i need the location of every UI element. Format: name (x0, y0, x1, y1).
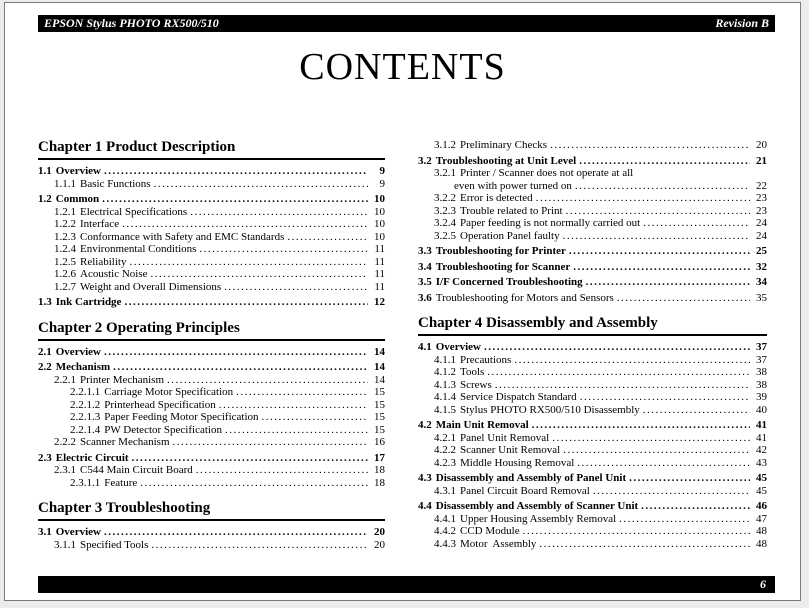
dot-leader (550, 139, 750, 152)
toc-page-number: 45 (756, 472, 767, 484)
toc-entry[interactable] (418, 444, 767, 457)
toc-entry[interactable] (418, 457, 767, 470)
toc-entry-number: 2.3.1.1 (70, 476, 101, 489)
toc-entry-title: Paper Feeding Motor Specification (104, 411, 259, 423)
toc-entry[interactable] (418, 513, 767, 526)
toc-entry-number: 1.2.4 (54, 243, 76, 255)
toc-entry-title: Motor Assembly (460, 537, 537, 550)
header-product-title: EPSON Stylus PHOTO RX500/510 (44, 16, 219, 30)
toc-entry-title: Mechanism (55, 361, 111, 373)
toc-entry-title: Overview (55, 165, 101, 177)
dot-leader (154, 178, 368, 191)
chapter-heading: Chapter 1 Product Description (38, 139, 385, 160)
dot-leader (151, 268, 368, 281)
toc-entry-number: 4.1.5 (434, 403, 456, 416)
dot-leader (173, 436, 369, 449)
toc-entry-title: Precautions (460, 353, 512, 366)
footer-bar (38, 576, 775, 593)
toc-entry-title: Overview (55, 526, 101, 538)
toc-entry[interactable] (418, 404, 767, 417)
dot-leader (539, 538, 750, 551)
toc-page-number: 25 (756, 245, 767, 257)
toc-entry-title: Operation Panel faulty (460, 229, 560, 242)
toc-entry-title: Tools (460, 366, 485, 378)
toc-entry[interactable] (418, 341, 767, 354)
toc-entry[interactable] (38, 243, 385, 256)
header-revision: Revision B (715, 16, 769, 30)
toc-entry-number: 1.1 (38, 165, 52, 177)
toc-entry[interactable] (38, 411, 385, 424)
dot-leader (643, 404, 750, 417)
dot-leader (140, 477, 368, 490)
dot-leader (104, 526, 368, 539)
toc-page-number: 10 (374, 205, 385, 218)
toc-page-number: 48 (756, 525, 767, 537)
dot-leader (532, 419, 750, 432)
toc-entry[interactable] (418, 205, 767, 218)
toc-page-number: 20 (374, 526, 385, 538)
toc-entry[interactable] (418, 245, 767, 258)
dot-leader (579, 155, 750, 168)
toc-page-number: 12 (374, 296, 385, 308)
toc-entry[interactable] (418, 230, 767, 243)
toc-entry[interactable] (418, 500, 767, 513)
toc-entry-number: 3.1.1 (54, 538, 76, 551)
dot-leader (225, 424, 368, 437)
toc-page-number: 17 (374, 451, 385, 464)
toc-entry[interactable] (418, 155, 767, 168)
dot-leader (643, 217, 750, 230)
toc-entry-number: 1.3 (38, 296, 52, 308)
toc-entry-number: 2.2.1.2 (70, 398, 101, 411)
toc-page-number: 37 (756, 341, 767, 353)
toc-page-number: 14 (374, 361, 385, 373)
dot-leader (151, 539, 368, 552)
toc-page-number: 20 (374, 538, 385, 551)
toc-entry[interactable] (38, 386, 385, 399)
dot-leader (113, 361, 368, 374)
toc-entry-title: Common (55, 193, 100, 205)
toc-entry-number: 3.2.1 (434, 167, 456, 179)
toc-entry-number: 1.2.3 (54, 230, 76, 243)
toc-page-number: 40 (756, 403, 767, 416)
toc-entry-title: CCD Module (460, 525, 520, 537)
toc-entry-title: even with power turned on (454, 179, 572, 192)
dot-leader (224, 281, 368, 294)
toc-block (418, 315, 767, 550)
toc-entry[interactable] (418, 538, 767, 551)
dot-leader (495, 379, 750, 392)
dot-leader (619, 513, 750, 526)
toc-entry[interactable] (38, 399, 385, 412)
toc-entry-title: Stylus PHOTO RX500/510 Disassembly (460, 403, 640, 416)
toc-entry-number: 4.1 (418, 341, 432, 353)
toc-entry-title: Trouble related to Print (460, 204, 563, 217)
toc-entry[interactable] (38, 165, 385, 178)
page-title: CONTENTS (299, 46, 506, 88)
dot-leader (514, 354, 750, 367)
toc-page-number: 10 (374, 218, 385, 230)
toc-entry[interactable] (418, 139, 767, 152)
toc-page-number: 43 (756, 456, 767, 469)
toc-page-number: 14 (374, 345, 385, 358)
toc-page-number: 18 (374, 464, 385, 476)
toc-entry-number: 3.3 (418, 245, 432, 257)
toc-column-left (38, 139, 385, 551)
toc-block (38, 500, 385, 551)
dot-leader (122, 218, 368, 231)
dot-leader (199, 243, 368, 256)
toc-entry-title: Weight and Overall Dimensions (80, 280, 222, 293)
toc-entry-number: 4.4.3 (434, 537, 456, 550)
toc-entry-number: 3.2.5 (434, 229, 456, 242)
toc-column-right (418, 139, 767, 550)
toc-entry-number: 2.2.1 (54, 373, 76, 386)
dot-leader (573, 261, 750, 274)
toc-page-number: 23 (756, 204, 767, 217)
toc-page-number: 38 (756, 378, 767, 391)
dot-leader (287, 231, 368, 244)
toc-entry-title: Interface (80, 218, 120, 230)
toc-entry[interactable] (38, 452, 385, 465)
toc-entry[interactable] (38, 526, 385, 539)
toc-entry-number: 1.2.7 (54, 280, 76, 293)
toc-entry-title: Conformance with Safety and EMC Standards (80, 230, 285, 243)
toc-entry-title: Troubleshooting for Printer (435, 245, 566, 257)
toc-page-number: 15 (374, 423, 385, 436)
toc-entry[interactable] (38, 178, 385, 191)
toc-entry[interactable] (38, 477, 385, 490)
toc-entry-title: Screws (460, 378, 492, 391)
toc-entry-title: Electric Circuit (55, 451, 129, 464)
toc-page-number: 32 (756, 260, 767, 273)
dot-leader (262, 411, 368, 424)
dot-leader (219, 399, 368, 412)
toc-page-number: 16 (374, 436, 385, 448)
toc-page-number: 41 (756, 431, 767, 444)
toc-page-number: 11 (374, 255, 385, 268)
toc-entry[interactable] (418, 217, 767, 230)
toc-entry-title: Middle Housing Removal (460, 456, 575, 469)
toc-page-number: 37 (756, 353, 767, 366)
toc-entry-number: 2.3.1 (54, 464, 76, 476)
toc-entry-number: 3.2.4 (434, 217, 456, 229)
toc-entry[interactable] (418, 391, 767, 404)
toc-entry-title: Disassembly and Assembly of Scanner Unit (435, 500, 639, 512)
toc-entry-title: Ink Cartridge (55, 296, 122, 308)
toc-entry-title: Overview (55, 345, 101, 358)
toc-page-number: 9 (379, 165, 385, 177)
toc-entry-number: 4.2 (418, 419, 432, 431)
toc-entry[interactable] (418, 366, 767, 379)
dot-leader (487, 366, 750, 379)
toc-entry-number: 3.1.2 (434, 139, 456, 151)
toc-entry-title: Service Dispatch Standard (460, 391, 577, 403)
toc-entry-number: 3.6 (418, 291, 432, 304)
manual-page (4, 2, 801, 601)
toc-entry-number: 2.1 (38, 345, 52, 358)
dot-leader (484, 341, 750, 354)
toc-entry-number: 3.1 (38, 526, 52, 538)
toc-entry-number: 1.2 (38, 193, 52, 205)
toc-entry-title: I/F Concerned Troubleshooting (435, 276, 583, 288)
toc-page-number: 39 (756, 391, 767, 403)
toc-block (38, 320, 385, 490)
toc-entry[interactable] (418, 167, 767, 180)
dot-leader (641, 500, 750, 513)
toc-entry-title: Disassembly and Assembly of Panel Unit (435, 472, 627, 484)
toc-entry-title: Panel Unit Removal (460, 431, 550, 444)
dot-leader (104, 346, 368, 359)
toc-page-number: 10 (374, 230, 385, 243)
toc-page-number: 15 (374, 411, 385, 423)
toc-page-number: 34 (756, 276, 767, 288)
toc-entry-title: Scanner Mechanism (80, 436, 170, 448)
toc-entry-title: Printer / Scanner does not operate at all (460, 167, 634, 179)
toc-entry-number: 2.2.2 (54, 436, 76, 448)
dot-leader (563, 444, 750, 457)
toc-page-number: 10 (374, 193, 385, 205)
toc-page-number: 35 (756, 291, 767, 304)
toc-page-number: 41 (756, 419, 767, 431)
dot-leader (129, 256, 368, 269)
toc-entry-number: 2.3 (38, 451, 52, 464)
toc-entry-number: 1.2.5 (54, 255, 76, 268)
toc-entry-number: 1.2.1 (54, 205, 76, 218)
toc-entry[interactable] (418, 472, 767, 485)
toc-entry[interactable] (418, 432, 767, 445)
toc-entry-title: Panel Circuit Board Removal (460, 484, 590, 497)
toc-entry-title: Reliability (80, 255, 127, 268)
toc-entry-title: Carriage Motor Specification (104, 386, 234, 398)
toc-entry-number: 2.2 (38, 361, 52, 373)
toc-entry-number: 4.4.2 (434, 525, 456, 537)
toc-entry-title: Feature (104, 476, 138, 489)
chapter-heading: Chapter 2 Operating Principles (38, 320, 385, 341)
toc-entry-number: 4.1.1 (434, 353, 456, 366)
toc-entry[interactable] (418, 485, 767, 498)
toc-entry-number: 4.3.1 (434, 484, 456, 497)
toc-page-number: 11 (374, 243, 385, 255)
toc-entry-title: Acoustic Noise (80, 268, 148, 280)
toc-entry[interactable] (418, 354, 767, 367)
toc-entry[interactable] (38, 231, 385, 244)
dot-leader (552, 432, 750, 445)
dot-leader (167, 374, 368, 387)
toc-page-number: 24 (756, 229, 767, 242)
toc-entry[interactable] (418, 276, 767, 289)
toc-page-number: 24 (756, 217, 767, 229)
toc-entry-number: 3.2 (418, 154, 432, 167)
toc-entry[interactable] (38, 218, 385, 231)
toc-entry-number: 4.1.2 (434, 366, 456, 378)
toc-entry-title: Printerhead Specification (104, 398, 216, 411)
chapter-heading: Chapter 3 Troubleshooting (38, 500, 385, 521)
toc-page-number: 45 (756, 484, 767, 497)
toc-entry-number: 2.2.1.3 (70, 411, 101, 423)
toc-block (418, 139, 767, 304)
toc-entry[interactable] (38, 256, 385, 269)
toc-page-number: 47 (756, 512, 767, 525)
dot-leader (569, 245, 750, 258)
toc-entry-title: Error is detected (460, 192, 533, 204)
toc-entry-number: 4.4 (418, 500, 432, 512)
toc-entry-title: Main Unit Removal (435, 419, 529, 431)
toc-entry[interactable] (418, 292, 767, 305)
toc-page-number: 14 (374, 373, 385, 386)
toc-entry-title: Environmental Conditions (80, 243, 197, 255)
toc-entry-title: Electrical Specifications (80, 205, 188, 218)
toc-page-number: 46 (756, 500, 767, 512)
toc-entry[interactable] (38, 206, 385, 219)
footer-page-number: 6 (760, 577, 766, 591)
toc-entry-number: 2.2.1.4 (70, 423, 101, 436)
toc-entry[interactable] (418, 379, 767, 392)
dot-leader (523, 525, 750, 538)
toc-entry-title: Preliminary Checks (460, 139, 548, 151)
toc-entry[interactable] (418, 192, 767, 205)
toc-entry-number: 3.4 (418, 260, 432, 273)
toc-entry-title: Upper Housing Assembly Removal (460, 512, 617, 525)
toc-entry-title: Scanner Unit Removal (460, 444, 561, 456)
dot-leader (190, 206, 368, 219)
toc-entry-title: Troubleshooting at Unit Level (435, 154, 577, 167)
toc-entry[interactable] (38, 374, 385, 387)
toc-entry-number: 4.2.3 (434, 456, 456, 469)
dot-leader (132, 452, 368, 465)
toc-entry-number: 4.1.3 (434, 378, 456, 391)
toc-entry-number: 3.2.3 (434, 204, 456, 217)
dot-leader (104, 165, 368, 178)
chapter-heading: Chapter 4 Disassembly and Assembly (418, 315, 767, 336)
toc-entry-title: Specified Tools (80, 538, 149, 551)
toc-entry-number: 1.1.1 (54, 177, 76, 190)
toc-entry-title: Basic Functions (80, 177, 151, 190)
toc-entry-number: 1.2.2 (54, 218, 76, 230)
dot-leader (236, 386, 368, 399)
toc-page-number: 48 (756, 537, 767, 550)
dot-leader (566, 205, 750, 218)
toc-entry[interactable] (38, 464, 385, 477)
toc-page-number: 21 (756, 154, 767, 167)
header-bar (38, 15, 775, 32)
dot-leader (563, 230, 750, 243)
toc-page-number: 18 (374, 476, 385, 489)
dot-leader (196, 464, 368, 477)
toc-entry[interactable] (38, 268, 385, 281)
toc-entry-number: 4.2.2 (434, 444, 456, 456)
toc-entry[interactable] (418, 525, 767, 538)
dot-leader (577, 457, 750, 470)
toc-page-number: 15 (374, 386, 385, 398)
toc-page-number: 15 (374, 398, 385, 411)
toc-entry-number: 3.5 (418, 276, 432, 288)
toc-page-number: 23 (756, 192, 767, 204)
toc-page-number: 11 (374, 280, 385, 293)
toc-entry[interactable] (38, 436, 385, 449)
toc-entry[interactable] (38, 424, 385, 437)
toc-entry[interactable] (418, 261, 767, 274)
toc-entry[interactable] (418, 419, 767, 432)
dot-leader (586, 276, 750, 289)
toc-entry-number: 2.2.1.1 (70, 386, 101, 398)
toc-entry-title: C544 Main Circuit Board (80, 464, 193, 476)
toc-entry-number: 1.2.6 (54, 268, 76, 280)
toc-entry[interactable] (38, 361, 385, 374)
toc-entry[interactable] (38, 346, 385, 359)
toc-page-number: 11 (374, 268, 385, 280)
toc-entry[interactable] (38, 193, 385, 206)
toc-entry[interactable] (38, 539, 385, 552)
toc-entry-title: Troubleshooting for Scanner (435, 260, 571, 273)
dot-leader (593, 485, 750, 498)
toc-entry-number: 4.3 (418, 472, 432, 484)
toc-page-number: 38 (756, 366, 767, 378)
dot-leader (629, 472, 750, 485)
dot-leader (536, 192, 750, 205)
toc-page-number: 9 (379, 177, 385, 190)
toc-entry-number: 4.4.1 (434, 512, 456, 525)
toc-entry[interactable] (38, 296, 385, 309)
toc-entry-title: Troubleshooting for Motors and Sensors (435, 291, 614, 304)
toc-entry-number: 4.1.4 (434, 391, 456, 403)
toc-entry-number: 3.2.2 (434, 192, 456, 204)
toc-page-number: 22 (756, 179, 767, 192)
toc-entry-title: Paper feeding is not normally carried out (460, 217, 641, 229)
dot-leader (617, 292, 750, 305)
dot-leader (124, 296, 368, 309)
toc-entry-title: Printer Mechanism (80, 373, 165, 386)
toc-entry-number: 4.2.1 (434, 431, 456, 444)
toc-block (38, 139, 385, 309)
dot-leader (580, 391, 750, 404)
dot-leader (102, 193, 368, 206)
toc-entry-title: PW Detector Specification (104, 423, 222, 436)
toc-entry[interactable] (418, 180, 767, 193)
toc-entry[interactable] (38, 281, 385, 294)
toc-page-number: 20 (756, 139, 767, 151)
toc-page-number: 42 (756, 444, 767, 456)
toc-entry-title: Overview (435, 341, 481, 353)
dot-leader (575, 180, 750, 193)
